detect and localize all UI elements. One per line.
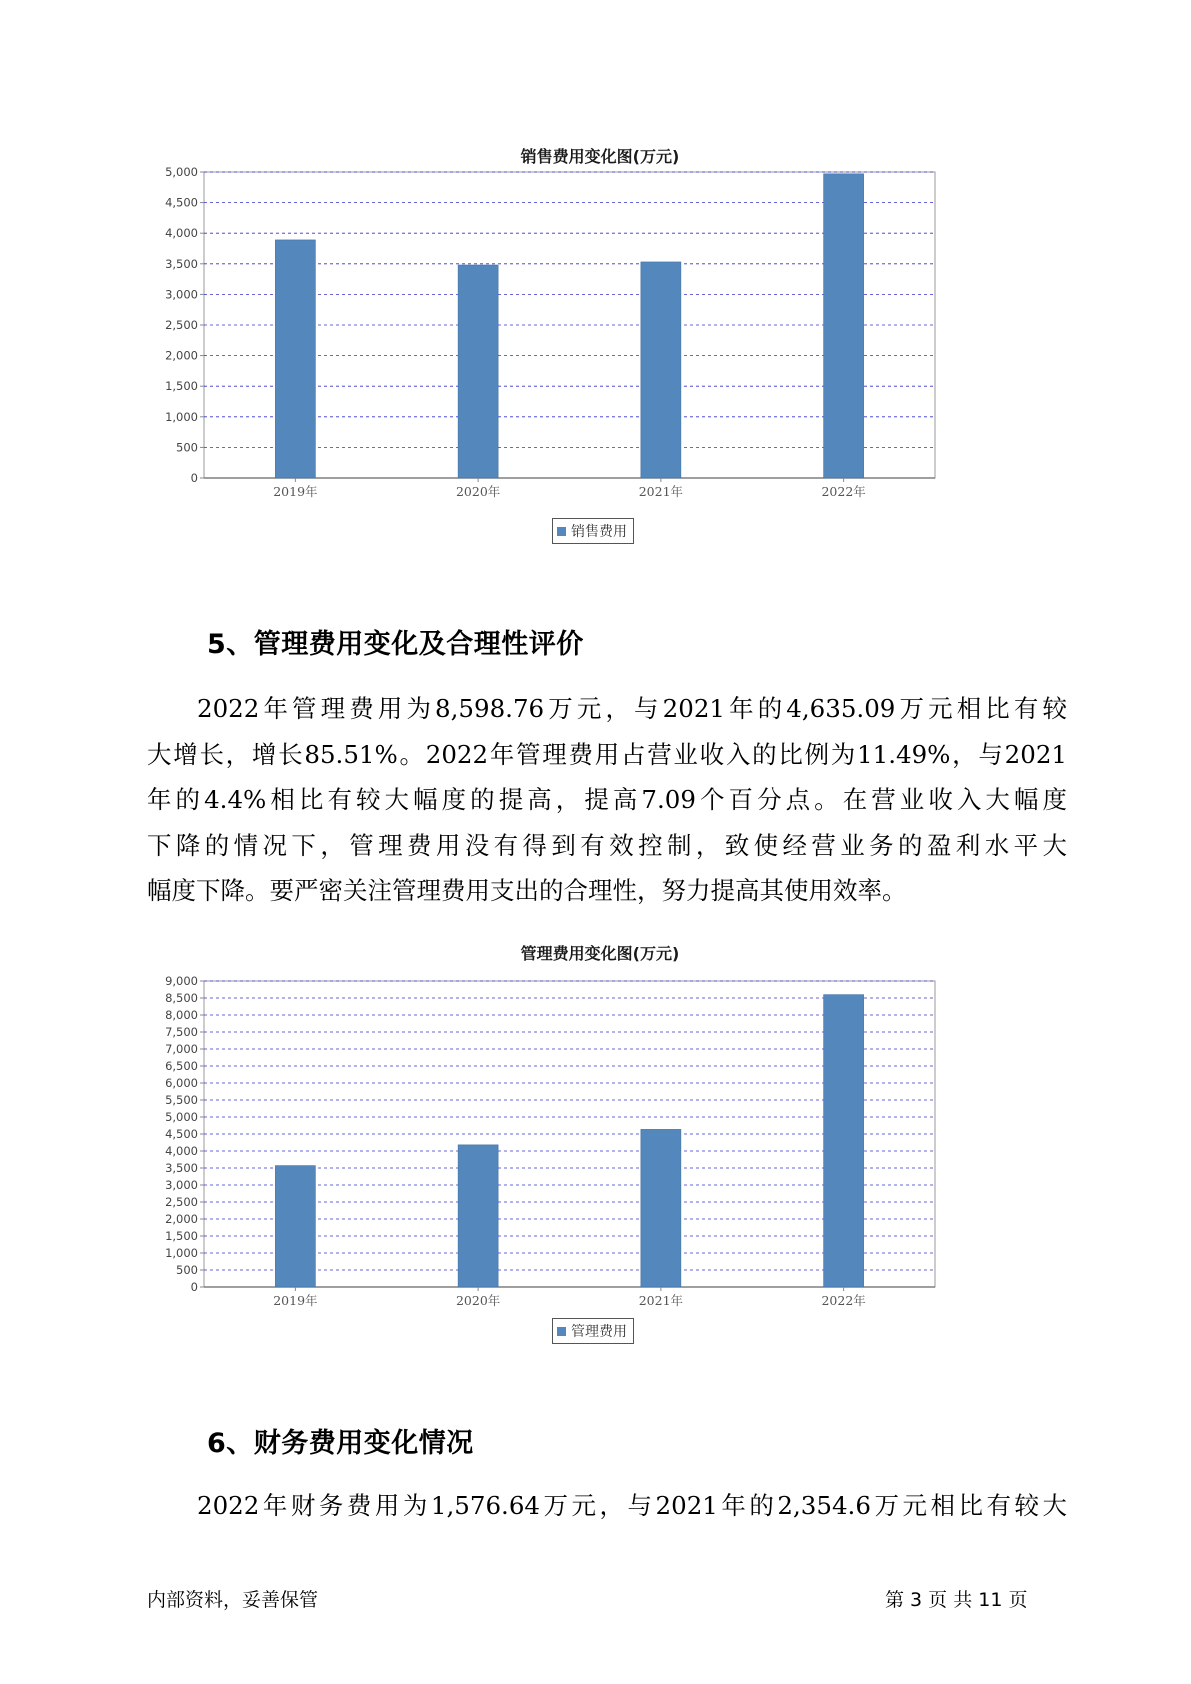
y-tick-label: 5,500 bbox=[165, 1093, 198, 1107]
y-tick-label: 0 bbox=[190, 471, 198, 485]
y-tick-label: 4,500 bbox=[165, 1127, 198, 1141]
y-tick-label: 1,000 bbox=[165, 409, 198, 424]
y-tick-label: 5,000 bbox=[165, 165, 198, 179]
chart-legend bbox=[552, 518, 634, 544]
paragraph-line: 年的4.4%相比有较大幅度的提高，提高7.09个百分点。在营业收入大幅度 bbox=[147, 785, 1067, 814]
y-tick-label: 3,500 bbox=[165, 256, 198, 271]
section-heading-6: 6、财务费用变化情况 bbox=[207, 1428, 474, 1459]
y-tick-label: 4,000 bbox=[165, 226, 198, 241]
legend-swatch bbox=[557, 1327, 566, 1336]
legend-label: 管理费用 bbox=[571, 1324, 627, 1340]
chart-plot bbox=[150, 930, 1050, 1350]
y-tick-label: 1,000 bbox=[165, 1246, 198, 1260]
section-heading-5: 5、管理费用变化及合理性评价 bbox=[207, 629, 584, 660]
y-tick-label: 8,000 bbox=[165, 1008, 198, 1022]
y-tick-label: 9,000 bbox=[165, 974, 198, 988]
y-tick-label: 4,000 bbox=[165, 1144, 198, 1158]
chart-title: 管理费用变化图(万元) bbox=[520, 944, 680, 963]
bar bbox=[275, 1166, 315, 1287]
x-tick-label: 2020年 bbox=[455, 1293, 501, 1308]
paragraph-line: 2022年管理费用为8,598.76万元，与2021年的4,635.09万元相比有较 bbox=[197, 694, 1067, 723]
y-tick-label: 1,500 bbox=[165, 379, 198, 394]
y-tick-label: 3,000 bbox=[165, 287, 198, 302]
bar bbox=[824, 995, 864, 1287]
x-tick-label: 2020年 bbox=[455, 484, 501, 499]
y-tick-label: 2,500 bbox=[165, 1195, 198, 1209]
legend-label: 销售费用 bbox=[571, 524, 627, 540]
x-tick-label: 2019年 bbox=[273, 484, 318, 499]
y-tick-label: 500 bbox=[176, 1263, 198, 1277]
paragraph-line: 幅度下降。要严密关注管理费用支出的合理性，努力提高其使用效率。 bbox=[147, 876, 907, 905]
bar bbox=[275, 240, 315, 478]
legend-swatch bbox=[557, 527, 566, 536]
paragraph-line: 下降的情况下，管理费用没有得到有效控制，致使经营业务的盈利水平大 bbox=[147, 830, 1067, 860]
y-tick-label: 4,500 bbox=[165, 195, 198, 210]
x-tick-label: 2021年 bbox=[638, 484, 684, 499]
y-tick-label: 3,000 bbox=[165, 1178, 198, 1192]
x-tick-label: 2022年 bbox=[821, 1293, 866, 1308]
bar bbox=[824, 174, 864, 478]
bar bbox=[641, 262, 681, 478]
x-tick-label: 2022年 bbox=[821, 484, 866, 499]
bar bbox=[458, 265, 498, 478]
sales-expense-chart bbox=[150, 128, 1050, 548]
bar bbox=[458, 1145, 498, 1287]
y-tick-label: 0 bbox=[190, 1280, 198, 1294]
y-tick-label: 5,000 bbox=[165, 1110, 198, 1124]
chart-legend bbox=[552, 1318, 634, 1344]
x-tick-label: 2021年 bbox=[638, 1293, 684, 1308]
paragraph-line: 大增长，增长85.51%。2022年管理费用占营业收入的比例为11.49%，与2021 bbox=[147, 739, 1067, 769]
y-tick-label: 3,500 bbox=[165, 1161, 198, 1175]
y-tick-label: 7,000 bbox=[165, 1042, 198, 1056]
paragraph-line: 2022年财务费用为1,576.64万元，与2021年的2,354.6万元相比有较大 bbox=[197, 1491, 1067, 1520]
bar bbox=[641, 1129, 681, 1287]
x-tick-label: 2019年 bbox=[273, 1293, 318, 1308]
y-tick-label: 8,500 bbox=[165, 991, 198, 1005]
section-paragraph-5 bbox=[147, 686, 1067, 914]
footer-confidential-note: 内部资料，妥善保管 bbox=[147, 1589, 319, 1611]
section-paragraph-6 bbox=[147, 1483, 1067, 1529]
admin-expense-chart bbox=[150, 930, 1050, 1350]
y-tick-label: 1,500 bbox=[165, 1229, 198, 1243]
footer-page-number: 第 3 页 共 11 页 bbox=[885, 1589, 1028, 1611]
y-tick-label: 6,000 bbox=[165, 1076, 198, 1090]
y-tick-label: 7,500 bbox=[165, 1025, 198, 1039]
chart-title: 销售费用变化图(万元) bbox=[520, 147, 680, 166]
y-tick-label: 6,500 bbox=[165, 1059, 198, 1073]
y-tick-label: 2,000 bbox=[165, 348, 198, 363]
y-tick-label: 500 bbox=[176, 440, 198, 455]
chart-plot bbox=[150, 128, 1050, 548]
y-tick-label: 2,000 bbox=[165, 1212, 198, 1226]
y-tick-label: 2,500 bbox=[165, 318, 198, 332]
